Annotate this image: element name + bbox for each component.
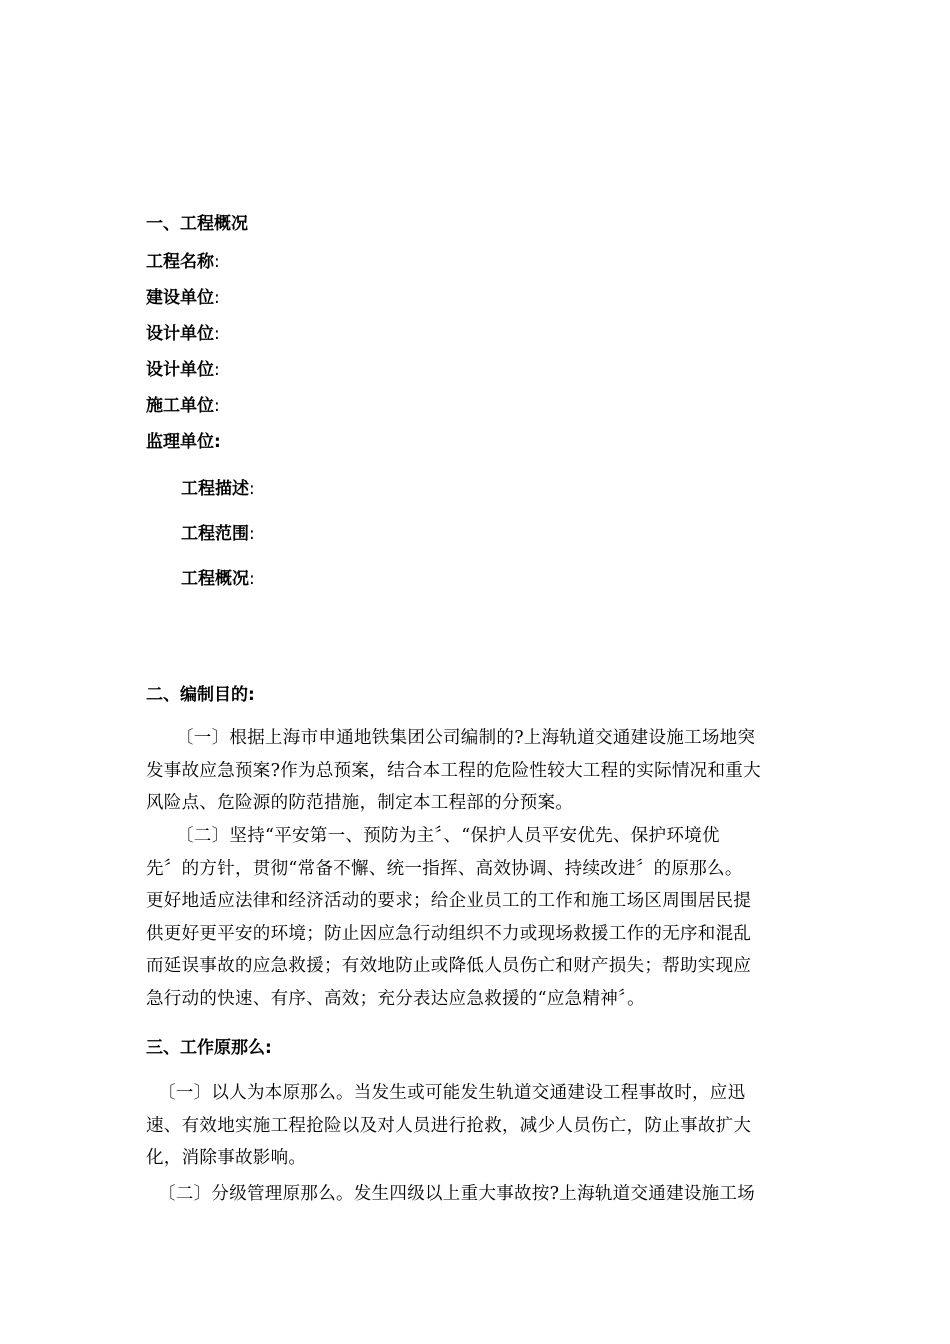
field-colon: : (214, 432, 221, 452)
field-supervision-unit (146, 431, 221, 453)
paragraph-line: 〔二〕分级管理原那么。发生四级以上重大事故按?上海轨道交通建设施工场 (158, 1184, 756, 1204)
field-builder-unit (146, 395, 220, 417)
field-project-name (146, 251, 220, 273)
paragraph-line: 更好地适应法律和经济活动的要求；给企业员工的工作和施工场区周围居民提 (146, 891, 752, 911)
paragraph-line: 而延误事故的应急救援；有效地防止或降低人员伤亡和财产损失；帮助实现应 (146, 956, 752, 976)
subfield-label: 工程范围 (181, 524, 249, 544)
subfield-scope (181, 523, 255, 545)
paragraph-line: 〔一〕根据上海市申通地铁集团公司编制的?上海轨道交通建设施工场地突 (176, 728, 756, 748)
section2-paragraph-1 (146, 722, 806, 820)
subfield-overview (181, 568, 255, 590)
paragraph-line: 〔二〕坚持“平安第一、预防为主〞、“保护人员平安优先、保护环境优 (176, 826, 720, 846)
subfield-description (181, 478, 255, 500)
paragraph-line: 速、有效地实施工程抢险以及对人员进行抢救，减少人员伤亡，防止事故扩大 (146, 1115, 752, 1136)
section3-paragraph-2 (146, 1178, 806, 1211)
field-colon: : (214, 396, 220, 416)
section1-heading: 一、工程概况 (146, 214, 248, 234)
field-colon: : (214, 324, 220, 344)
section3-paragraph-1 (146, 1077, 806, 1175)
field-label: 工程名称 (146, 252, 214, 272)
field-design-unit-2 (146, 359, 220, 381)
field-label: 设计单位 (146, 324, 214, 344)
subfield-colon: : (249, 569, 255, 589)
field-label: 施工单位 (146, 396, 214, 416)
field-label: 监理单位 (146, 432, 214, 452)
subfield-label: 工程概况 (181, 569, 249, 589)
field-label: 设计单位 (146, 360, 214, 380)
subfield-colon: : (249, 524, 255, 544)
section3-heading: 三、工作原那么: (146, 1038, 272, 1058)
section2-heading: 二、编制目的: (146, 685, 255, 705)
paragraph-line: 供更好更平安的环境；防止因应急行动组织不力或现场救援工作的无序和混乱 (146, 923, 752, 944)
paragraph-line: 先〞的方针，贯彻“常备不懈、统一指挥、高效协调、持续改进〞的原那么。 (146, 858, 743, 879)
paragraph-line: 化，消除事故影响。 (146, 1148, 307, 1168)
field-label: 建设单位 (146, 288, 214, 308)
subfield-label: 工程描述 (181, 479, 249, 499)
paragraph-line: 发事故应急预案?作为总预案，结合本工程的危险性较大工程的实际情况和重大 (146, 760, 761, 781)
paragraph-line: 风险点、危险源的防范措施，制定本工程部的分预案。 (146, 793, 574, 813)
paragraph-line: 急行动的快速、有序、高效；充分表达应急救援的“应急精神〞。 (146, 988, 645, 1009)
subfield-colon: : (249, 479, 255, 499)
paragraph-line: 〔一〕以人为本原那么。当发生或可能发生轨道交通建设工程事故时，应迅 (158, 1083, 746, 1103)
field-construction-unit (146, 287, 220, 309)
section2-paragraph-2 (146, 820, 806, 1015)
field-design-unit (146, 323, 220, 345)
field-colon: : (214, 252, 220, 272)
field-colon: : (214, 288, 220, 308)
field-colon: : (214, 360, 220, 380)
